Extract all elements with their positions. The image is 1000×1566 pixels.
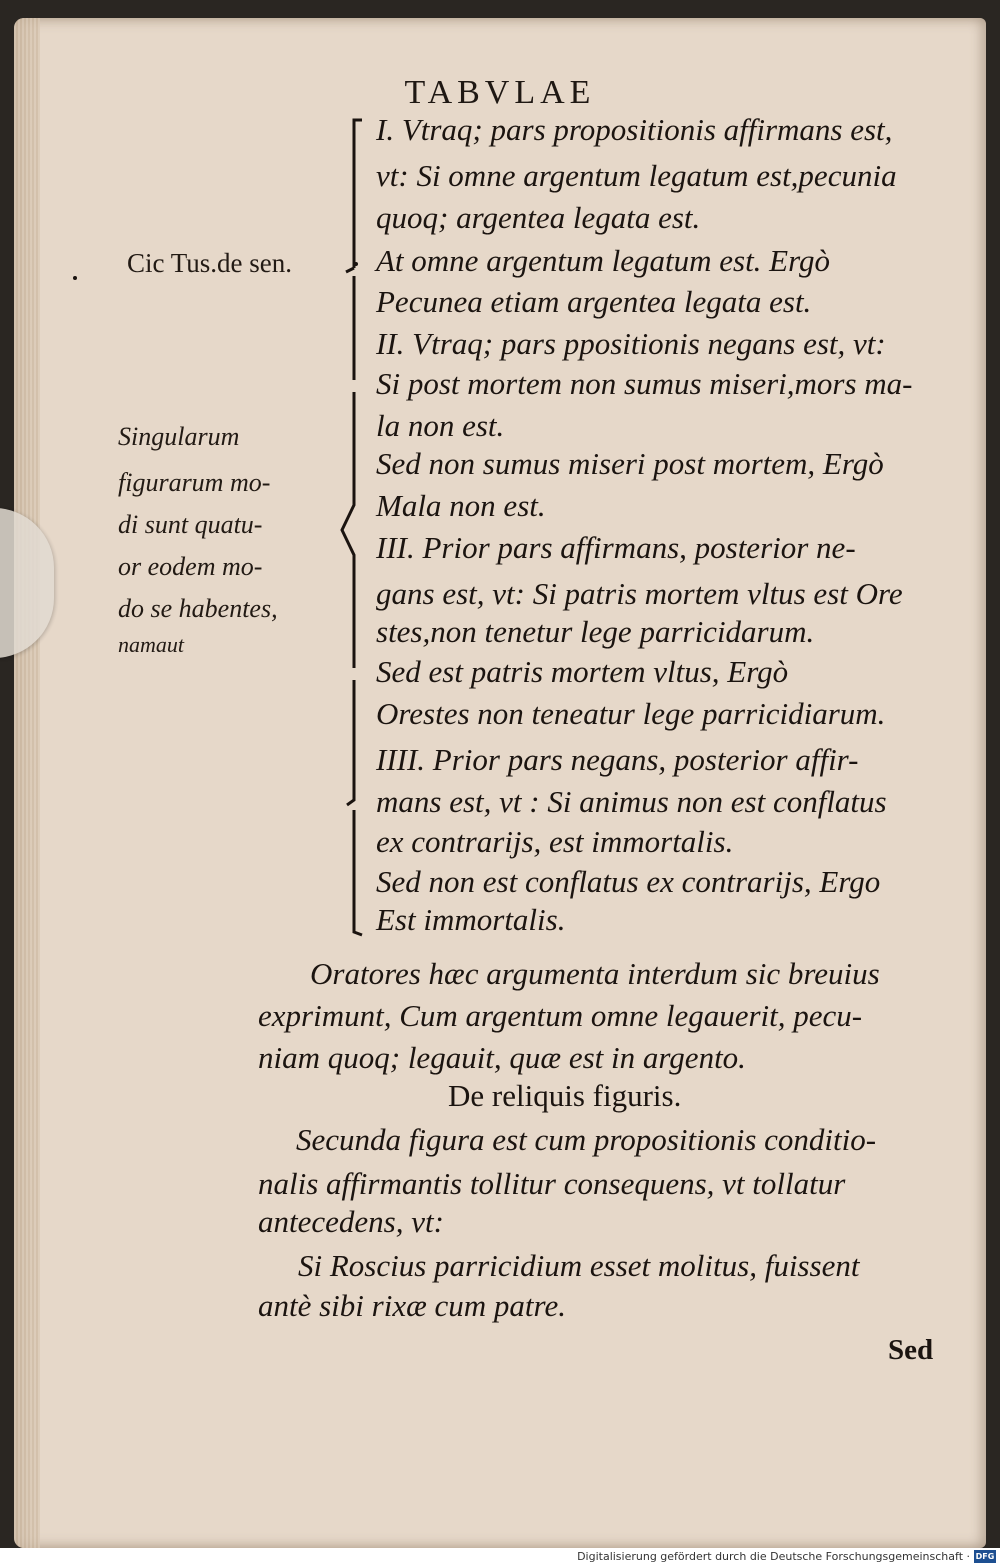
body-line: Oratores hæc argumenta interdum sic breuius (310, 956, 880, 991)
bracket-line: mans est, vt : Si animus non est conflatus (376, 784, 887, 819)
bracket-line: quoq; argentea legata est. (376, 200, 701, 235)
margin-citation: Cic Tus.de sen. (127, 248, 293, 278)
dfg-logo: DFG (975, 1552, 995, 1561)
margin-gloss-line: or eodem mo- (118, 552, 263, 581)
margin-gloss-line: di sunt quatu- (118, 510, 263, 539)
body-line: niam quoq; legauit, quæ est in argento. (258, 1040, 746, 1075)
bracket-line: Mala non est. (376, 488, 546, 523)
bracket-line: ex contrarijs, est immortalis. (376, 824, 734, 859)
bracket-line: Sed est patris mortem vltus, Ergò (376, 654, 789, 689)
margin-gloss-line: namaut (118, 632, 184, 657)
bracket-line: II. Vtraq; pars ppositionis negans est, vt: (376, 326, 886, 361)
section-line: antecedens, vt: (258, 1204, 444, 1239)
bracket-line: Orestes non teneatur lege parricidiarum. (376, 696, 886, 731)
bracket-line: At omne argentum legatum est. Ergò (376, 243, 831, 278)
section-line: nalis affirmantis tollitur consequens, vt tollatur (258, 1166, 846, 1201)
bracket-line: stes,non tenetur lege parricidarum. (376, 614, 815, 649)
bracket-line: Si post mortem non sumus miseri,mors ma- (376, 366, 913, 401)
margin-gloss-line: Singularum (118, 422, 240, 451)
footer-credit: Digitalisierung gefördert durch die Deutsche Forschungsgemeinschaft · (577, 1550, 970, 1563)
section-line: Secunda figura est cum propositionis conditio- (296, 1122, 877, 1157)
bracket-line: Sed non sumus miseri post mortem, Ergò (376, 446, 884, 481)
section-line: antè sibi rixæ cum patre. (258, 1288, 566, 1323)
margin-gloss-line: do se habentes, (118, 594, 278, 623)
bracket-line: Est immortalis. (376, 902, 566, 937)
bracket-line: gans est, vt: Si patris mortem vltus est Ore (376, 576, 903, 611)
bracket-line: I. Vtraq; pars propositionis affirmans est, (376, 112, 893, 147)
page-heading: TABVLAE (404, 74, 596, 111)
bracket-line: III. Prior pars affirmans, posterior ne- (376, 530, 856, 565)
catchword: Sed (888, 1334, 934, 1366)
margin-gloss-line: figurarum mo- (118, 468, 271, 497)
section-line: Si Roscius parricidium esset molitus, fuissent (298, 1248, 860, 1283)
body-line: exprimunt, Cum argentum omne legauerit, pecu- (258, 998, 863, 1033)
bracket-line: la non est. (376, 408, 505, 443)
bracket-line: IIII. Prior pars negans, posterior affir- (376, 742, 859, 777)
bracket-line: vt: Si omne argentum legatum est,pecunia (376, 158, 897, 193)
bracket-line: Pecunea etiam argentea legata est. (376, 284, 812, 319)
bracket-line: Sed non est conflatus ex contrarijs, Ergo (376, 864, 881, 899)
section-title: De reliquis figuris. (448, 1078, 682, 1113)
